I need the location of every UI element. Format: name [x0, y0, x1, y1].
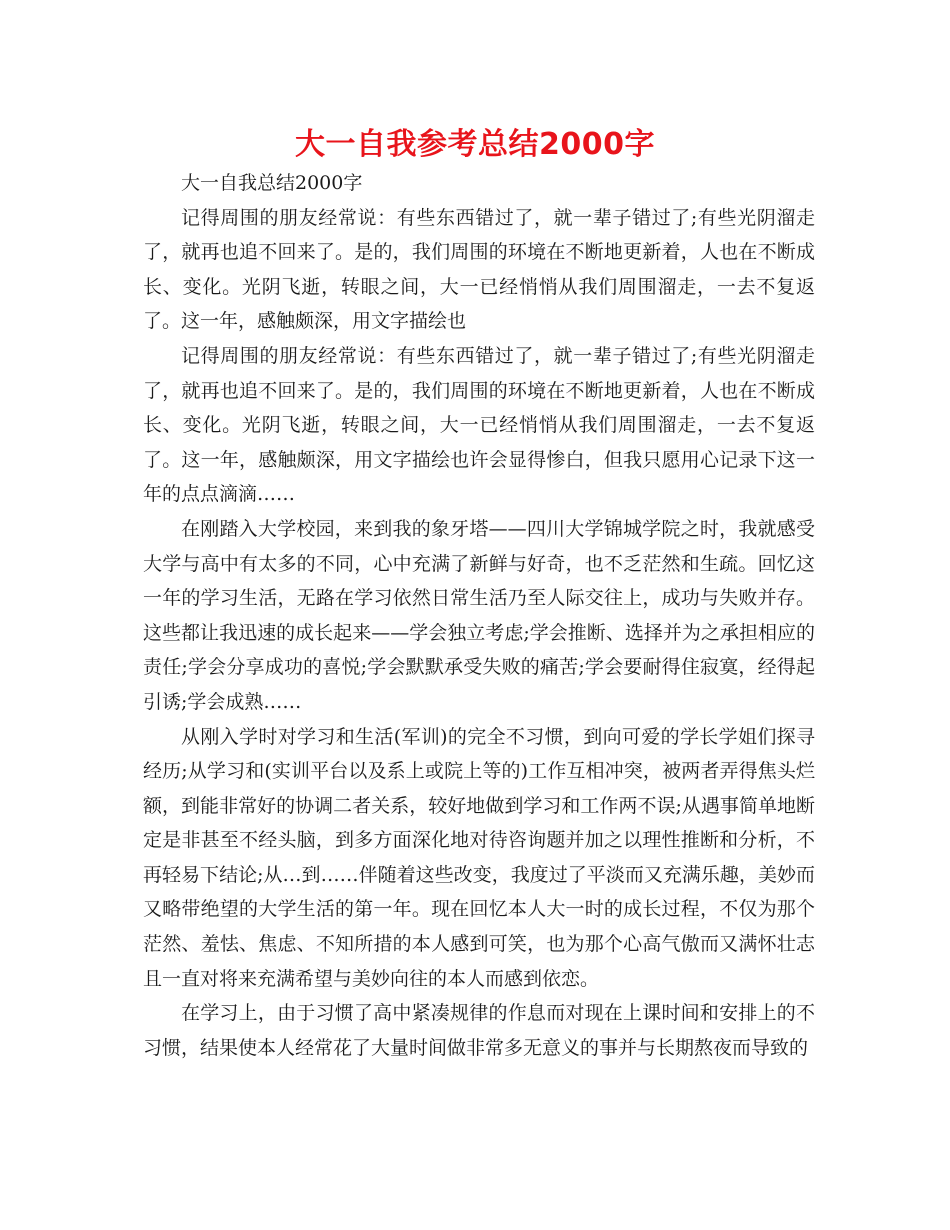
body-paragraph: 在学习上，由于习惯了高中紧凑规律的作息而对现在上课时间和安排上的不习惯，结果使本人经常花了大量时间做非常多无意义的事并与长期熬夜而导致的	[143, 1002, 815, 1059]
body-paragraph: 在刚踏入大学校园，来到我的象牙塔——四川大学锦城学院之时，我就感受大学与高中有太多的不同，心中充满了新鲜与好奇，也不乏茫然和生疏。回忆这一年的学习生活，无路在学习依然日常生活乃至人际交往上，成功与失败并存。这些都让我迅速的成长起来——学会独立考虑;学会推断、选择并为之承担相应的责任;学会分享成功的喜悦;学会默默承受失败的痛苦;学会要耐得住寂寞，经得起引诱;学会成熟……	[143, 517, 815, 713]
subtitle-paragraph: 大一自我总结2000字	[181, 172, 363, 194]
body-paragraph: 记得周围的朋友经常说：有些东西错过了，就一辈子错过了;有些光阴溜走了，就再也追不回来了。是的，我们周围的环境在不断地更新着，人也在不断成长、变化。光阴飞逝，转眼之间，大一已经悄悄从我们周围溜走，一去不复返了。这一年，感触颇深，用文字描绘也	[143, 206, 815, 333]
document-body	[143, 166, 815, 1065]
body-paragraph: 从刚入学时对学习和生活(军训)的完全不习惯，到向可爱的学长学姐们探寻经历;从学习和(实训平台以及系上或院上等的)工作互相冲突，被两者弄得焦头烂额，到能非常好的协调二者关系，较好地做到学习和工作两不误;从遇事简单地断定是非甚至不经头脑，到多方面深化地对待咨询题并加之以理性推断和分析，不再轻易下结论;从…到……伴随着这些改变，我度过了平淡而又充满乐趣，美妙而又略带绝望的大学生活的第一年。现在回忆本人大一时的成长过程，不仅为那个茫然、羞怯、焦虑、不知所措的本人感到可笑，也为那个心高气傲而又满怀壮志且一直对将来充满希望与美妙向往的本人而感到依恋。	[143, 725, 815, 990]
document-title: 大一自我参考总结2000字	[295, 127, 655, 162]
body-paragraph: 记得周围的朋友经常说：有些东西错过了，就一辈子错过了;有些光阴溜走了，就再也追不回来了。是的，我们周围的环境在不断地更新着，人也在不断成长、变化。光阴飞逝，转眼之间，大一已经悄悄从我们周围溜走，一去不复返了。这一年，感触颇深，用文字描绘也许会显得惨白，但我只愿用心记录下这一年的点点滴滴……	[143, 344, 815, 506]
